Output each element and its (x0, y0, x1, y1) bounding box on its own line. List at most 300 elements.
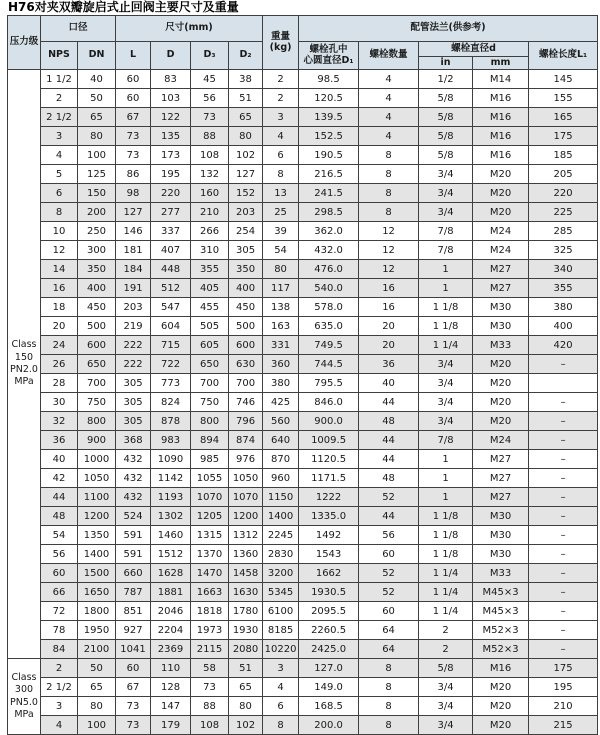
table-cell: 60 (41, 564, 78, 583)
table-cell: 67 (116, 108, 151, 127)
table-cell: 44 (41, 488, 78, 507)
table-cell: 64 (359, 621, 419, 640)
table-cell: 138 (263, 298, 299, 317)
table-cell: M16 (473, 146, 529, 165)
table-cell: 6 (41, 184, 78, 203)
table-cell: 355 (529, 279, 598, 298)
table-cell: 983 (151, 431, 191, 450)
table-cell: 3/4 (419, 355, 473, 374)
table-cell: – (529, 583, 598, 602)
table-cell: 985 (191, 450, 229, 469)
table-cell: 1800 (78, 602, 116, 621)
table-cell: 3/4 (419, 203, 473, 222)
table-cell: 56 (41, 545, 78, 564)
table-cell: 432 (116, 469, 151, 488)
table-cell: 331 (263, 336, 299, 355)
table-cell: 250 (78, 222, 116, 241)
table-cell: 145 (529, 70, 598, 89)
table-cell: 127 (116, 203, 151, 222)
table-cell: 1663 (191, 583, 229, 602)
table-cell: 400 (229, 279, 263, 298)
table-cell: 878 (151, 412, 191, 431)
table-cell: 65 (229, 678, 263, 697)
table-row (8, 241, 598, 260)
table-cell: 448 (151, 260, 191, 279)
table-cell: 1171.5 (299, 469, 359, 488)
table-cell: 241.5 (299, 184, 359, 203)
table-cell: 88 (191, 697, 229, 716)
table-cell: 216.5 (299, 165, 359, 184)
table-cell: M52×3 (473, 621, 529, 640)
table-cell: 45 (191, 70, 229, 89)
table-cell: 42 (41, 469, 78, 488)
table-cell: 7/8 (419, 241, 473, 260)
table-cell: 195 (151, 165, 191, 184)
table-cell: 191 (116, 279, 151, 298)
table-cell: 1 1/8 (419, 545, 473, 564)
table-cell: 1628 (151, 564, 191, 583)
table-cell: 181 (116, 241, 151, 260)
table-cell: 152.5 (299, 127, 359, 146)
table-cell: 222 (116, 336, 151, 355)
table-cell: 80 (263, 260, 299, 279)
table-cell: 450 (229, 298, 263, 317)
table-cell: 547 (151, 298, 191, 317)
table-cell: 4 (41, 146, 78, 165)
table-cell: 1543 (299, 545, 359, 564)
table-cell: 73 (191, 678, 229, 697)
table-cell: 4 (263, 678, 299, 697)
table-row (8, 279, 598, 298)
table-cell: 3 (41, 127, 78, 146)
table-row (8, 545, 598, 564)
table-cell: 512 (151, 279, 191, 298)
table-cell: 425 (263, 393, 299, 412)
table-cell: 135 (151, 127, 191, 146)
table-cell: 2 (263, 89, 299, 108)
table-cell: M52×3 (473, 640, 529, 659)
table-row (8, 678, 598, 697)
table-cell: – (529, 507, 598, 526)
table-cell: 1050 (229, 469, 263, 488)
table-cell: 139.5 (299, 108, 359, 127)
table-cell: 2 (419, 621, 473, 640)
table-cell: 500 (229, 317, 263, 336)
table-cell: M20 (473, 203, 529, 222)
table-cell: 58 (191, 659, 229, 678)
col-header-nps: NPS (41, 42, 78, 70)
table-cell: 1222 (299, 488, 359, 507)
table-cell: 26 (41, 355, 78, 374)
table-cell: M30 (473, 298, 529, 317)
table-cell: 50 (78, 659, 116, 678)
table-row (8, 260, 598, 279)
table-row (8, 469, 598, 488)
table-cell: 2260.5 (299, 621, 359, 640)
table-cell: 1458 (229, 564, 263, 583)
table-cell: – (529, 602, 598, 621)
valve-dimension-table (7, 15, 598, 735)
table-cell: 605 (191, 336, 229, 355)
col-header-dn: DN (78, 42, 116, 70)
table-cell: 3/4 (419, 697, 473, 716)
table-cell: 1055 (191, 469, 229, 488)
table-cell: M33 (473, 564, 529, 583)
table-cell: 72 (41, 602, 78, 621)
table-cell: 1930 (229, 621, 263, 640)
table-cell: 8 (359, 146, 419, 165)
table-cell: 56 (359, 526, 419, 545)
table-cell: 3/4 (419, 184, 473, 203)
table-row (8, 488, 598, 507)
table-row (8, 564, 598, 583)
table-cell: 8 (359, 678, 419, 697)
table-cell: 4 (359, 70, 419, 89)
table-cell: 16 (41, 279, 78, 298)
table-cell: M16 (473, 89, 529, 108)
table-cell: 3 (263, 659, 299, 678)
table-cell: 175 (529, 127, 598, 146)
table-cell: 1205 (191, 507, 229, 526)
table-cell: 127.0 (299, 659, 359, 678)
table-row (8, 70, 598, 89)
table-row (8, 203, 598, 222)
table-cell: 277 (151, 203, 191, 222)
table-cell: 1 (419, 279, 473, 298)
table-cell: 219 (116, 317, 151, 336)
table-cell: 1041 (116, 640, 151, 659)
table-cell: M33 (473, 336, 529, 355)
table-cell: 13 (263, 184, 299, 203)
table-row (8, 431, 598, 450)
table-header (8, 16, 598, 70)
table-cell: – (529, 621, 598, 640)
table-cell: 215 (529, 716, 598, 735)
table-cell: 266 (191, 222, 229, 241)
table-cell: 225 (529, 203, 598, 222)
table-cell: 1 1/4 (419, 602, 473, 621)
table-cell: 88 (191, 127, 229, 146)
table-row (8, 374, 598, 393)
table-cell: 796 (229, 412, 263, 431)
table-cell: 65 (229, 108, 263, 127)
table-cell: 824 (151, 393, 191, 412)
col-header-d: D (151, 42, 191, 70)
table-cell: 1950 (78, 621, 116, 640)
table-cell: 591 (116, 526, 151, 545)
table-cell: 40 (359, 374, 419, 393)
table-cell: M30 (473, 317, 529, 336)
table-cell: 787 (116, 583, 151, 602)
table-cell: 190.5 (299, 146, 359, 165)
table-cell: 700 (78, 374, 116, 393)
col-header-dia-in: in (419, 57, 473, 70)
col-header-bore: 口径 (41, 16, 116, 42)
table-row (8, 640, 598, 659)
table-cell: 1 1/8 (419, 526, 473, 545)
table-cell: 110 (151, 659, 191, 678)
table-row (8, 222, 598, 241)
table-cell: 184 (116, 260, 151, 279)
table-cell: M16 (473, 127, 529, 146)
table-cell: 25 (263, 203, 299, 222)
table-cell: 3/4 (419, 716, 473, 735)
table-cell: 36 (41, 431, 78, 450)
table-cell: 20 (359, 336, 419, 355)
table-cell: 254 (229, 222, 263, 241)
table-row (8, 602, 598, 621)
table-cell: M27 (473, 469, 529, 488)
table-cell: 1 (419, 260, 473, 279)
table-cell: 337 (151, 222, 191, 241)
table-cell: 746 (229, 393, 263, 412)
table-cell: – (529, 488, 598, 507)
table-cell: 1460 (151, 526, 191, 545)
table-body (8, 70, 598, 735)
col-header-bolt-circle: 螺栓孔中 心圆直径D₁ (299, 42, 359, 70)
table-row (8, 355, 598, 374)
table-cell: 750 (78, 393, 116, 412)
table-cell: 100 (78, 716, 116, 735)
table-cell: 851 (116, 602, 151, 621)
table-cell: 405 (191, 279, 229, 298)
table-cell: 360 (263, 355, 299, 374)
table-cell: 12 (359, 222, 419, 241)
table-cell: 795.5 (299, 374, 359, 393)
table-cell: 150 (78, 184, 116, 203)
table-cell: 5345 (263, 583, 299, 602)
table-cell: 30 (41, 393, 78, 412)
table-cell: 67 (116, 678, 151, 697)
table-cell: – (529, 564, 598, 583)
table-cell: M14 (473, 70, 529, 89)
table-cell: 300 (78, 241, 116, 260)
table-cell: M20 (473, 184, 529, 203)
table-cell: M30 (473, 545, 529, 564)
table-row (8, 127, 598, 146)
table-cell: 407 (151, 241, 191, 260)
table-cell: 2204 (151, 621, 191, 640)
page-title: H76对夹双瓣旋启式止回阀主要尺寸及重量 (8, 0, 239, 14)
table-cell: 8 (359, 165, 419, 184)
table-cell: 1630 (229, 583, 263, 602)
table-cell: 1818 (191, 602, 229, 621)
table-cell: 60 (359, 602, 419, 621)
table-cell: 715 (151, 336, 191, 355)
table-cell: – (529, 393, 598, 412)
table-cell: – (529, 545, 598, 564)
table-cell: 1 (419, 469, 473, 488)
col-header-bolt-qty: 螺栓数量 (359, 42, 419, 70)
table-cell: 305 (116, 374, 151, 393)
table-cell: 2 1/2 (41, 108, 78, 127)
table-cell: 128 (151, 678, 191, 697)
table-cell: 540.0 (299, 279, 359, 298)
table-row (8, 583, 598, 602)
table-cell: 73 (116, 716, 151, 735)
table-cell: 1/2 (419, 70, 473, 89)
table-cell: – (529, 640, 598, 659)
table-cell: 73 (116, 697, 151, 716)
table-cell: 48 (41, 507, 78, 526)
table-cell: 20 (41, 317, 78, 336)
table-cell: M45×3 (473, 583, 529, 602)
table-cell: 500 (78, 317, 116, 336)
table-cell: 432.0 (299, 241, 359, 260)
table-cell: 86 (116, 165, 151, 184)
table-cell: 80 (78, 127, 116, 146)
table-cell: 900 (78, 431, 116, 450)
table-cell: M20 (473, 678, 529, 697)
table-cell: 1302 (151, 507, 191, 526)
table-cell: 44 (359, 393, 419, 412)
table-cell: 18 (41, 298, 78, 317)
table-cell: 8 (359, 659, 419, 678)
table-cell: 2 1/2 (41, 678, 78, 697)
table-cell: 8 (263, 165, 299, 184)
table-cell: 200.0 (299, 716, 359, 735)
table-cell: M20 (473, 165, 529, 184)
table-cell: 1193 (151, 488, 191, 507)
table-row (8, 393, 598, 412)
table-cell: 640 (263, 431, 299, 450)
table-cell: 1120.5 (299, 450, 359, 469)
table-cell: M20 (473, 412, 529, 431)
table-cell: 432 (116, 488, 151, 507)
table-cell: 1492 (299, 526, 359, 545)
table-cell: 152 (229, 184, 263, 203)
table-cell: 65 (78, 108, 116, 127)
table-cell: 39 (263, 222, 299, 241)
table-row (8, 89, 598, 108)
table-cell: 36 (359, 355, 419, 374)
table-cell: 400 (78, 279, 116, 298)
table-cell: 210 (191, 203, 229, 222)
table-cell: 108 (191, 146, 229, 165)
table-cell: 44 (359, 450, 419, 469)
table-cell: 380 (263, 374, 299, 393)
table-cell: 1050 (78, 469, 116, 488)
table-row (8, 317, 598, 336)
table-cell: 28 (41, 374, 78, 393)
table-cell: 1070 (229, 488, 263, 507)
table-cell (529, 374, 598, 393)
table-cell: 3/4 (419, 412, 473, 431)
table-cell: 98 (116, 184, 151, 203)
table-cell: 98.5 (299, 70, 359, 89)
table-cell: 44 (359, 507, 419, 526)
table-cell: 5/8 (419, 108, 473, 127)
table-cell: 1500 (78, 564, 116, 583)
table-cell: 722 (151, 355, 191, 374)
table-cell: 102 (229, 716, 263, 735)
table-cell: 1009.5 (299, 431, 359, 450)
table-cell: 185 (529, 146, 598, 165)
table-cell: 1 1/8 (419, 507, 473, 526)
table-cell: 117 (263, 279, 299, 298)
table-cell: 8 (359, 184, 419, 203)
table-cell: 700 (191, 374, 229, 393)
table-cell: 1470 (191, 564, 229, 583)
table-cell: 870 (263, 450, 299, 469)
table-cell: 846.0 (299, 393, 359, 412)
table-cell: 1142 (151, 469, 191, 488)
table-cell: M16 (473, 659, 529, 678)
table-cell: 60 (116, 70, 151, 89)
table-cell: 8 (359, 716, 419, 735)
table-cell: 10 (41, 222, 78, 241)
table-cell: 650 (78, 355, 116, 374)
table-cell: 220 (151, 184, 191, 203)
table-cell: 8 (263, 716, 299, 735)
table-cell: 1200 (229, 507, 263, 526)
table-cell: 773 (151, 374, 191, 393)
col-header-dia-mm: mm (473, 57, 529, 70)
table-cell: 1090 (151, 450, 191, 469)
table-cell: 298.5 (299, 203, 359, 222)
table-cell: 8 (41, 203, 78, 222)
table-cell: 635.0 (299, 317, 359, 336)
table-cell: 2095.5 (299, 602, 359, 621)
table-cell: 1400 (78, 545, 116, 564)
table-cell: M27 (473, 450, 529, 469)
table-cell: M16 (473, 108, 529, 127)
table-cell: M27 (473, 260, 529, 279)
table-cell: 1000 (78, 450, 116, 469)
table-cell: 6 (263, 697, 299, 716)
table-cell: 84 (41, 640, 78, 659)
table-cell: 1 1/4 (419, 583, 473, 602)
table-cell: 368 (116, 431, 151, 450)
table-cell: 800 (191, 412, 229, 431)
table-cell: 420 (529, 336, 598, 355)
table-cell: 8185 (263, 621, 299, 640)
table-cell: 127 (229, 165, 263, 184)
table-cell: 650 (191, 355, 229, 374)
table-cell: 305 (229, 241, 263, 260)
table-cell: 960 (263, 469, 299, 488)
table-cell: 524 (116, 507, 151, 526)
table-cell: 2 (41, 659, 78, 678)
col-header-d3: D₃ (191, 42, 229, 70)
table-cell: – (529, 355, 598, 374)
table-cell: 355 (191, 260, 229, 279)
table-cell: 6100 (263, 602, 299, 621)
table-cell: 1312 (229, 526, 263, 545)
table-cell: 325 (529, 241, 598, 260)
col-header-d2: D₂ (229, 42, 263, 70)
table-cell: 165 (529, 108, 598, 127)
table-cell: 4 (359, 108, 419, 127)
table-cell: – (529, 412, 598, 431)
table-cell: 48 (359, 469, 419, 488)
table-cell: 749.5 (299, 336, 359, 355)
table-cell: 60 (359, 545, 419, 564)
table-cell: 203 (229, 203, 263, 222)
table-cell: 1930.5 (299, 583, 359, 602)
table-cell: 630 (229, 355, 263, 374)
table-cell: 195 (529, 678, 598, 697)
table-cell: 1100 (78, 488, 116, 507)
table-cell: M24 (473, 431, 529, 450)
table-cell: 900.0 (299, 412, 359, 431)
col-header-l: L (116, 42, 151, 70)
table-cell: M20 (473, 355, 529, 374)
table-cell: 160 (191, 184, 229, 203)
table-cell: 2046 (151, 602, 191, 621)
table-cell: 976 (229, 450, 263, 469)
table-cell: 1315 (191, 526, 229, 545)
